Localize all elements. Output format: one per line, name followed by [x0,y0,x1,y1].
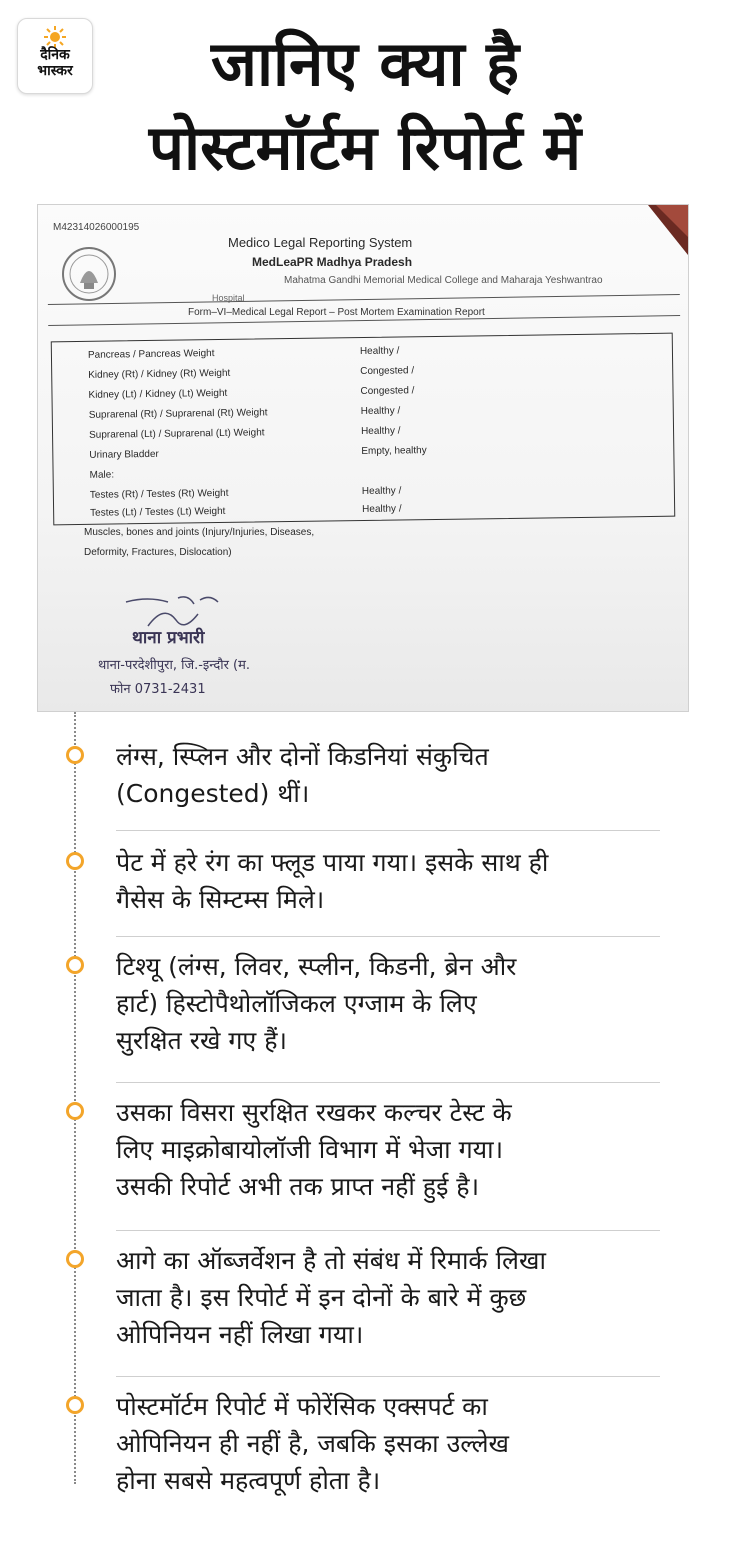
government-seal-icon [60,245,118,303]
separator [116,1376,660,1377]
row-value: Healthy / [360,425,401,438]
row-label: Testes (Rt) / Testes (Rt) Weight [89,487,229,501]
row-value: Congested / [360,365,415,378]
point-line: पेट में हरे रंग का फ्लूड पाया गया। इसके साथ ही [116,848,549,877]
point-5 [116,1242,664,1353]
separator [116,1230,660,1231]
separator [116,1082,660,1083]
row-label: Male: [89,469,115,481]
row-value: Healthy / [360,405,401,418]
point-line: गैसेस के सिम्टम्स मिले। [116,885,325,914]
report-form-title: Form–VI–Medical Legal Report – Post Mortem Examination Report [188,307,485,318]
point-line: उसकी रिपोर्ट अभी तक प्राप्त नहीं हुई है। [116,1172,480,1201]
point-4 [116,1094,664,1205]
timeline-line [74,712,76,1484]
point-line: टिश्यू (लंग्स, लिवर, स्प्लीन, किडनी, ब्रेन और [116,952,517,981]
bullet-icon [66,746,84,764]
separator [116,936,660,937]
row-value: Healthy / [361,485,402,498]
logo-text [18,47,92,79]
stamp-line-1: थाना प्रभारी [132,628,205,648]
report-id: M42314026000195 [53,222,140,233]
row-label: Urinary Bladder [89,448,159,461]
separator [116,830,660,831]
point-line: उसका विसरा सुरक्षित रखकर कल्चर टेस्ट के [116,1098,512,1127]
logo-line-1: दैनिक [40,47,70,63]
stamp-line-3: फोन 0731-2431 [110,682,206,697]
bullet-icon [66,1396,84,1414]
point-line: सुरक्षित रखे गए हैं। [116,1026,287,1055]
row-label: Kidney (Rt) / Kidney (Rt) Weight [88,367,231,381]
muscles-label-2: Deformity, Fractures, Dislocation) [84,547,232,558]
bullet-icon [66,852,84,870]
point-line: हार्ट) हिस्टोपैथोलॉजिकल एग्जाम के लिए [116,989,477,1018]
report-photo [37,204,689,712]
point-3 [116,948,664,1059]
title-line-2: पोस्टमॉर्टम रिपोर्ट में [148,111,582,184]
point-line: होना सबसे महत्वपूर्ण होता है। [116,1466,381,1495]
bullet-icon [66,956,84,974]
row-label: Suprarenal (Lt) / Suprarenal (Lt) Weight [88,427,265,441]
point-line: ओपिनियन नहीं लिखा गया। [116,1320,364,1349]
point-6 [116,1388,664,1499]
row-label: Pancreas / Pancreas Weight [87,348,215,361]
row-label: Suprarenal (Rt) / Suprarenal (Rt) Weight [88,407,268,421]
row-value: Empty, healthy [361,445,427,458]
organ-table [51,333,676,526]
row-label: Kidney (Lt) / Kidney (Lt) Weight [88,387,228,401]
sun-icon [44,26,66,48]
point-line: लंग्स, स्प्लिन और दोनों किडनियां संकुचित [116,742,489,771]
row-label: Testes (Lt) / Testes (Lt) Weight [90,505,226,519]
point-line: लिए माइक्रोबायोलॉजी विभाग में भेजा गया। [116,1135,504,1164]
row-value: Congested / [360,385,415,398]
point-1 [116,738,664,812]
report-system-name: Medico Legal Reporting System [228,235,413,250]
corner-fold-icon [638,205,688,255]
bullet-icon [66,1102,84,1120]
muscles-label-1: Muscles, bones and joints (Injury/Injuries, Diseases, [84,527,315,538]
title-line-1: जानिए क्या है [210,27,520,100]
point-line: जाता है। इस रिपोर्ट में इन दोनों के बारे में कुछ [116,1283,527,1312]
point-2 [116,844,664,918]
point-line: (Congested) थीं। [116,779,310,808]
row-value: Healthy / [359,345,400,358]
stamp-line-2: थाना-परदेशीपुरा, जि.-इन्दौर (म. [98,658,251,673]
point-line: आगे का ऑब्जर्वेशन है तो संबंध में रिमार्क लिखा [116,1246,546,1275]
report-hospital: Hospital [212,293,245,303]
row-value: Healthy / [362,503,402,516]
report-state: MedLeaPR Madhya Pradesh [252,255,413,269]
point-line: पोस्टमॉर्टम रिपोर्ट में फोरेंसिक एक्सपर्ट का [116,1392,488,1421]
point-line: ओपिनियन ही नहीं है, जबकि इसका उल्लेख [116,1429,509,1458]
bullet-icon [66,1250,84,1268]
page-title [100,22,630,190]
logo-line-2: भास्कर [37,63,73,79]
report-college: Mahatma Gandhi Memorial Medical College and Maharaja Yeshwantrao [284,275,603,286]
dainik-bhaskar-logo[interactable] [17,18,93,94]
